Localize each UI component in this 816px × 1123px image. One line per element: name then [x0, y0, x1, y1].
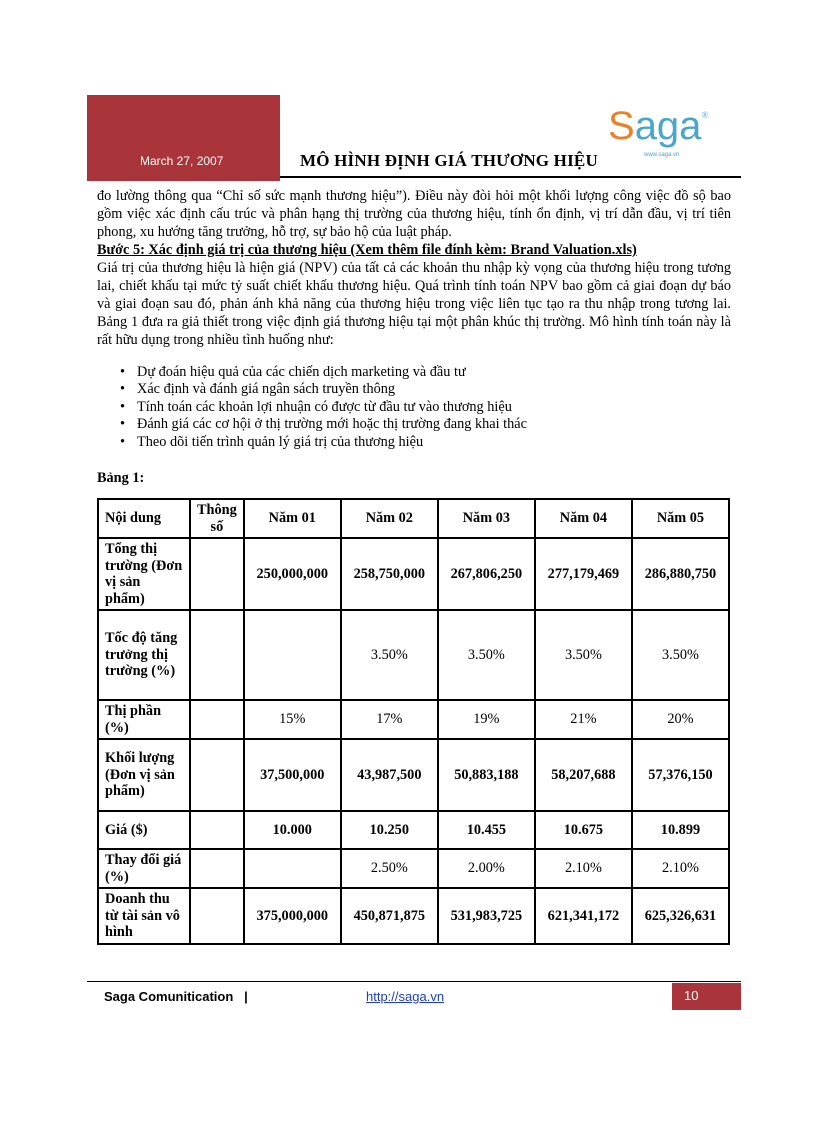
table-row [98, 700, 729, 739]
row-label: Tổng thị trường (Đơn vị sản phẩm) [98, 538, 190, 610]
header-date: March 27, 2007 [140, 154, 224, 168]
header-cell: Nội dung [98, 499, 190, 538]
list-item: • Dự đoán hiệu quả của các chiến dịch marketing và đầu tư [137, 364, 731, 381]
value-cell: 625,326,631 [632, 888, 729, 944]
brand-valuation-table [97, 498, 730, 945]
value-cell: 375,000,000 [244, 888, 341, 944]
value-cell: 531,983,725 [438, 888, 535, 944]
value-cell: 20% [632, 700, 729, 739]
value-cell: 450,871,875 [341, 888, 438, 944]
value-cell: 3.50% [341, 610, 438, 700]
value-cell: 10.899 [632, 811, 729, 849]
value-cell: 267,806,250 [438, 538, 535, 610]
value-cell: 10.455 [438, 811, 535, 849]
value-cell: 286,880,750 [632, 538, 729, 610]
footer-separator: | [244, 989, 248, 1004]
footer-company [104, 989, 248, 1004]
param-cell [190, 700, 244, 739]
value-cell: 2.50% [341, 849, 438, 888]
row-label: Khối lượng (Đơn vị sản phẩm) [98, 739, 190, 811]
value-cell: 50,883,188 [438, 739, 535, 811]
value-cell: 57,376,150 [632, 739, 729, 811]
row-label: Thị phần (%) [98, 700, 190, 739]
value-cell: 2.10% [632, 849, 729, 888]
header-cell: Năm 04 [535, 499, 632, 538]
value-cell: 2.00% [438, 849, 535, 888]
list-item: • Theo dõi tiến trình quản lý giá trị của thương hiệu [137, 434, 731, 451]
value-cell [244, 610, 341, 700]
table-row [98, 811, 729, 849]
value-cell: 10.250 [341, 811, 438, 849]
header-cell: Năm 03 [438, 499, 535, 538]
row-label: Doanh thu từ tài sản vô hình [98, 888, 190, 944]
company-name: Saga Comunitication [104, 989, 234, 1004]
param-cell [190, 739, 244, 811]
value-cell: 43,987,500 [341, 739, 438, 811]
header-color-block [87, 95, 280, 181]
param-cell [190, 538, 244, 610]
param-cell [190, 811, 244, 849]
step-5-heading: Bước 5: Xác định giá trị của thương hiệu (Xem thêm file đính kèm: Brand Valuation.xls) [97, 242, 637, 258]
table-row [98, 888, 729, 944]
bullet-list [97, 364, 731, 451]
value-cell: 21% [535, 700, 632, 739]
value-cell [244, 849, 341, 888]
value-cell: 17% [341, 700, 438, 739]
header-cell: Thông số [190, 499, 244, 538]
page-number-block [672, 983, 741, 1010]
table-row [98, 610, 729, 700]
param-cell [190, 610, 244, 700]
row-label: Giá ($) [98, 811, 190, 849]
value-cell: 250,000,000 [244, 538, 341, 610]
value-cell: 58,207,688 [535, 739, 632, 811]
value-cell: 19% [438, 700, 535, 739]
page-number: 10 [684, 988, 699, 1003]
value-cell: 37,500,000 [244, 739, 341, 811]
value-cell: 10.000 [244, 811, 341, 849]
paragraph-intro: đo lường thông qua “Chỉ số sức mạnh thương hiệu”). Điều này đòi hỏi một khối lượng công việc đồ sộ bao gồm việc xác định cấu trúc và phân hạng thị trường của thương hiệu, tính ổn định, vị trí dẫn đầu, vị trí tiên phong, xu hướng tăng trưởng, hỗ trợ, sự bảo hộ của luật pháp. [97, 188, 731, 240]
logo-letters: aga [634, 104, 702, 148]
table-row [98, 849, 729, 888]
logo-letter-s: S [608, 104, 635, 148]
value-cell: 3.50% [632, 610, 729, 700]
header-divider [280, 176, 741, 178]
value-cell: 621,341,172 [535, 888, 632, 944]
value-cell: 2.10% [535, 849, 632, 888]
footer-divider [87, 981, 741, 982]
value-cell: 277,179,469 [535, 538, 632, 610]
paragraph-npv: Giá trị của thương hiệu là hiện giá (NPV) của tất cả các khoản thu nhập kỳ vọng của thương hiệu trong tương lai, chiết khấu tại mức tỷ suất chiết khấu thương hiệu. Quá trình tính toán NPV bao gồm cả giai đoạn dự báo và giai đoạn sau đó, phản ánh khả năng của thương hiệu trong việc liên tục tạo ra thu nhập trong tương lai. Bảng 1 đưa ra giả thiết trong việc định giá thương hiệu tại một phân khúc thị trường. Mô hình tính toán này là rất hữu dụng trong nhiều tình huống như: [97, 260, 731, 348]
row-label: Thay đổi giá (%) [98, 849, 190, 888]
document-title: MÔ HÌNH ĐỊNH GIÁ THƯƠNG HIỆU [300, 151, 598, 170]
registered-mark: ® [701, 110, 709, 120]
header-cell: Năm 05 [632, 499, 729, 538]
value-cell: 15% [244, 700, 341, 739]
list-item: • Tính toán các khoản lợi nhuận có được từ đầu tư vào thương hiệu [137, 399, 731, 416]
logo-url: www.saga.vn [644, 152, 680, 158]
value-cell: 10.675 [535, 811, 632, 849]
footer-link[interactable]: http://saga.vn [366, 989, 445, 1004]
document-body [97, 187, 731, 487]
value-cell: 3.50% [438, 610, 535, 700]
table-caption: Bảng 1: [97, 470, 145, 487]
list-item: • Xác định và đánh giá ngân sách truyền thông [137, 381, 731, 398]
table-row [98, 538, 729, 610]
param-cell [190, 888, 244, 944]
value-cell: 258,750,000 [341, 538, 438, 610]
header-cell: Năm 02 [341, 499, 438, 538]
value-cell: 3.50% [535, 610, 632, 700]
table-row [98, 739, 729, 811]
header-cell: Năm 01 [244, 499, 341, 538]
row-label: Tốc độ tăng trưởng thị trường (%) [98, 610, 190, 700]
param-cell [190, 849, 244, 888]
list-item: • Đánh giá các cơ hội ở thị trường mới hoặc thị trường đang khai thác [137, 416, 731, 433]
table-header-row [98, 499, 729, 538]
saga-logo [608, 106, 718, 162]
